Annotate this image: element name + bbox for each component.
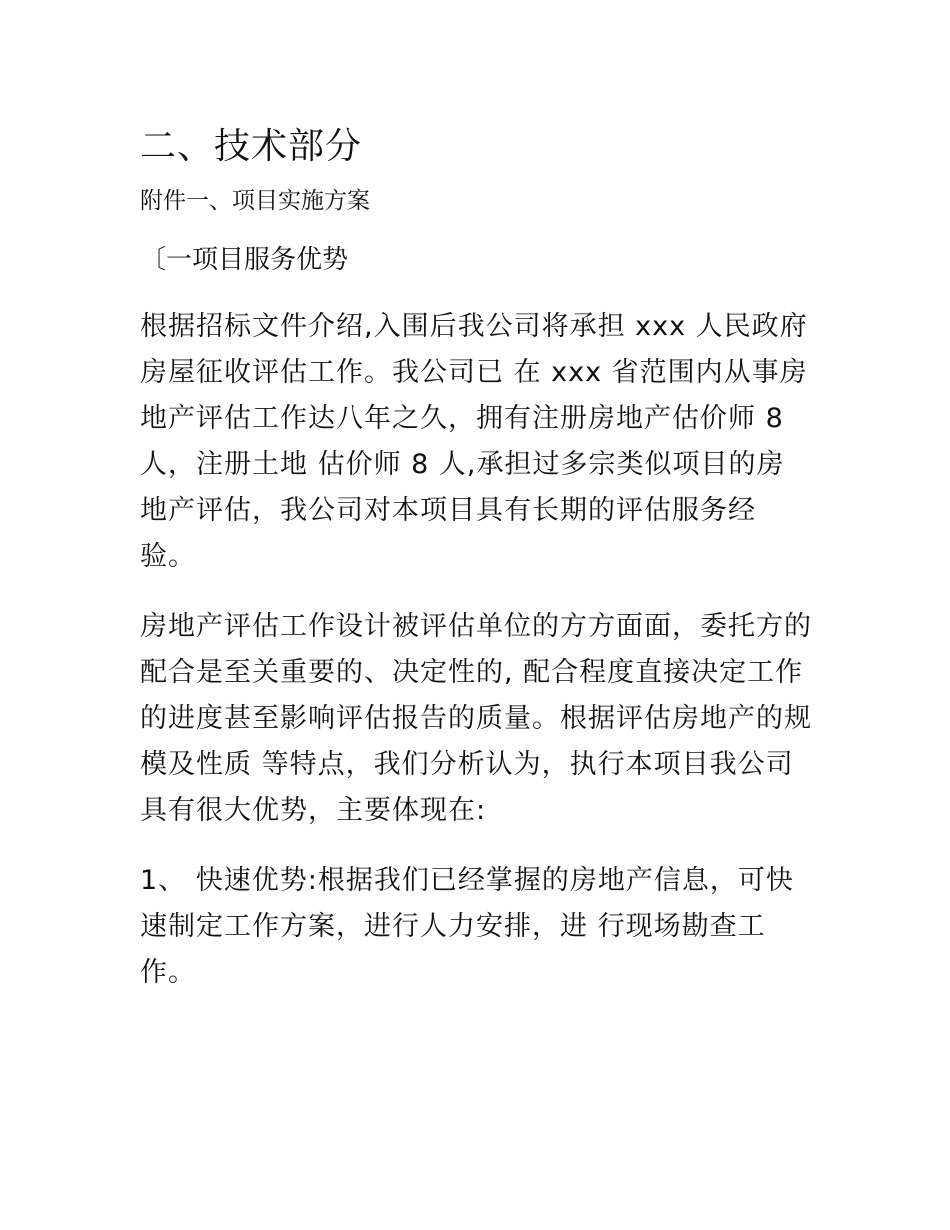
section-title: 二、技术部分 — [140, 126, 363, 167]
document-body — [140, 118, 812, 1020]
paragraph-intro: 根据招标文件介绍,入围后我公司将承担 xxx 人民政府房屋征收评估工作。我公司已 在 xxx 省范围内从事房地产评估工作达八年之久，拥有注册房地产估价师 8 人，注册土地 估价师 8 人,承担过多宗类似项目的房地产评估，我公司对本项目具有长期的评估服务经 验。 — [140, 311, 808, 572]
paragraph-cooperation: 房地产评估工作设计被评估单位的方方面面，委托方的配合是至关重要的、决定性的, 配合程度直接决定工作的进度甚至影响评估报告的质量。根据评估房地产的规模及性质 等特点，我们分析认为，执行本项目我公司具有很大优势，主要体现在: — [140, 611, 812, 826]
subsection-title: 〔一项目服务优势 — [140, 245, 349, 275]
paragraph-speed-advantage: 1、 快速优势:根据我们已经掌握的房地产信息，可快速制定工作方案，进行人力安排，进 行现场勘查工作。 — [140, 865, 794, 988]
attachment-title: 附件一、项目实施方案 — [140, 188, 370, 214]
